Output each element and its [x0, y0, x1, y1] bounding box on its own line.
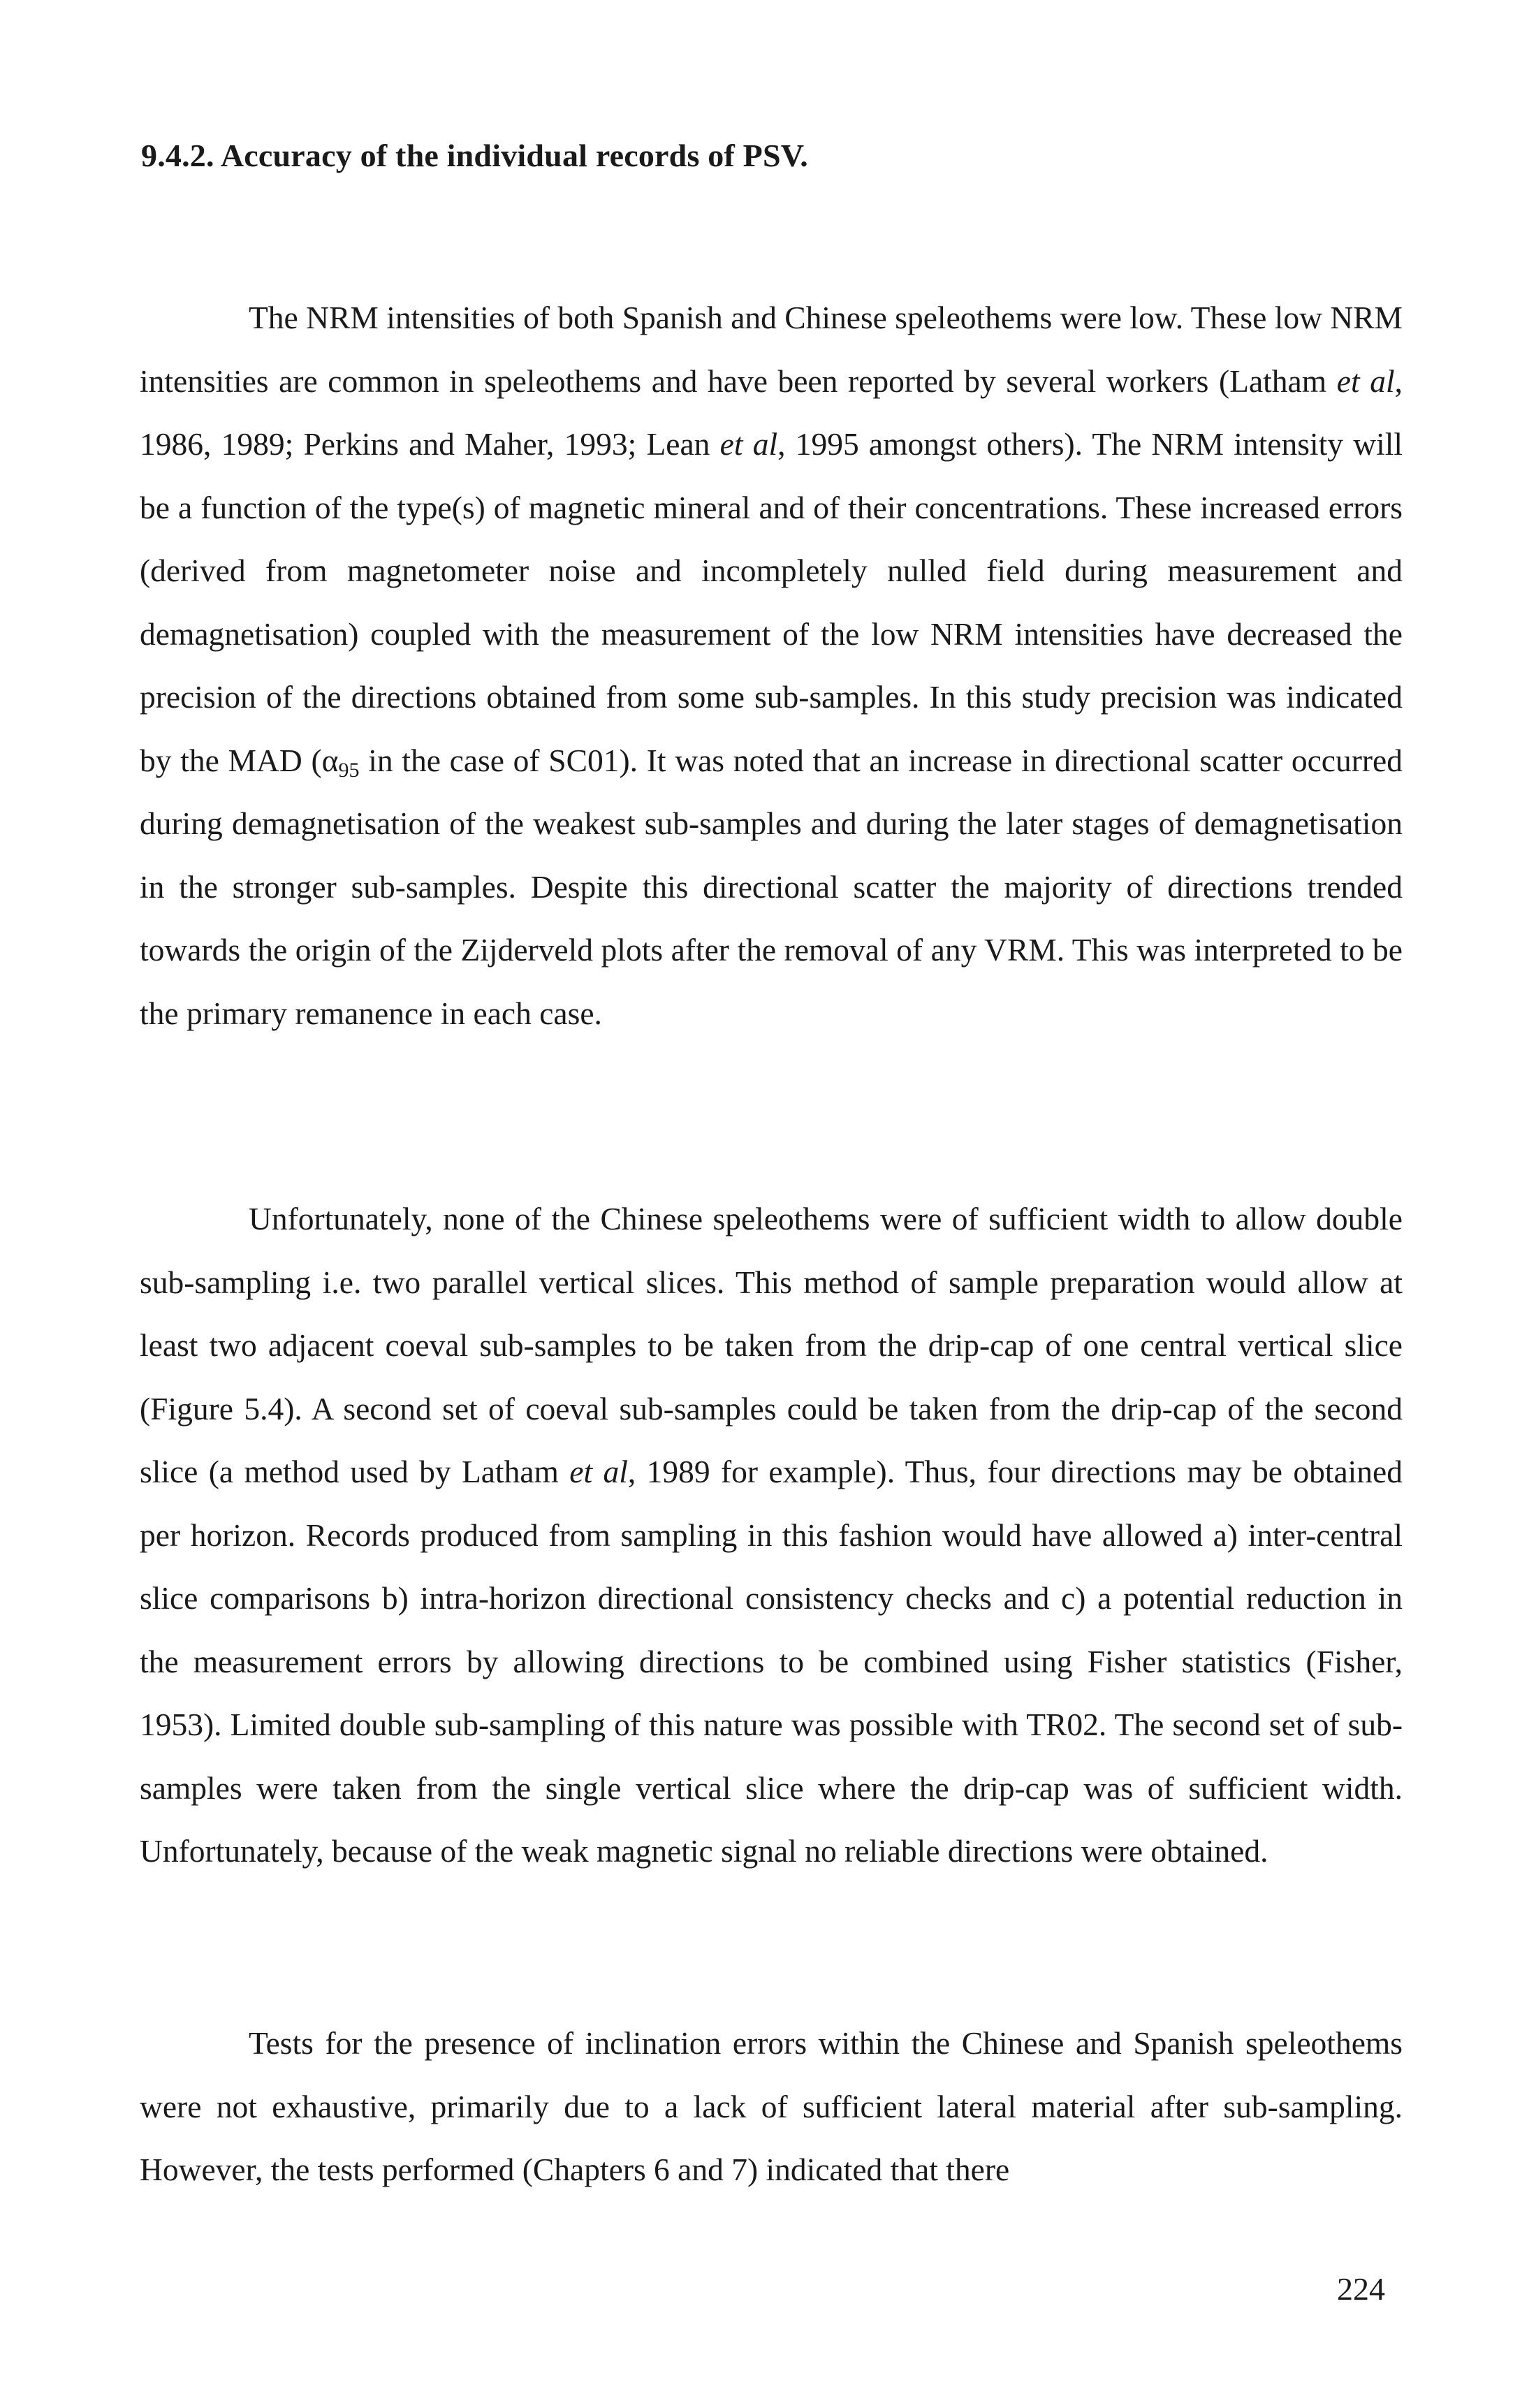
paragraph-text: , 1986, 1989; Perkins and Maher, 1993; Lean [140, 363, 1403, 462]
paragraph-text: , 1989 for example). Thus, four directions may be obtained per horizon. Records produced from sampling in this fashion would have allowed a) inter-central slice comparisons b) intra-horizon directional consistency checks and c) a potential reduction in the measurement errors by allowing directions to be combined using Fisher statistics (Fisher, 1953). Limited double sub-sampling of this nature was possible with TR02. The second set of sub-samples were taken from the single vertical slice where the drip-cap was of sufficient width. Unfortunately, because of the weak magnetic signal no reliable directions were obtained. [140, 1454, 1403, 1869]
paragraph-text: Unfortunately, none of the Chinese speleothems were of sufficient width to allow double sub-sampling i.e. two parallel vertical slices. This method of sample preparation would allow at least two adjacent coeval sub-samples to be taken from the drip-cap of one central vertical slice (Figure 5.4). A second set of coeval sub-samples could be taken from the drip-cap of the second slice (a method used by Latham [140, 1201, 1403, 1489]
et-al-italic: et al [569, 1454, 628, 1489]
alpha-symbol: α [321, 742, 339, 778]
paragraph-text: Tests for the presence of inclination errors within the Chinese and Spanish speleothems were not exhaustive, primarily due to a lack of sufficient lateral material after sub-sampling. However, the tests performed (Chapters 6 and 7) indicated that there [140, 2025, 1403, 2187]
et-al-italic: et al [719, 426, 778, 462]
paragraph-inclination-errors [140, 2012, 1403, 2202]
page-number: 224 [1337, 2271, 1385, 2307]
section-heading: 9.4.2. Accuracy of the individual records of PSV. [141, 138, 808, 173]
alpha-subscript: 95 [338, 758, 360, 782]
paragraph-sub-sampling [140, 1188, 1403, 1883]
et-al-italic: et al [1336, 363, 1395, 399]
paragraph-nrm-intensities [140, 286, 1403, 1045]
paragraph-text: , 1995 amongst others). The NRM intensity will be a function of the type(s) of magnetic mineral and of their concentrations. These increased errors (derived from magnetometer noise and incompletely nulled field during measurement and demagnetisation) coupled with the measurement of the low NRM intensities have decreased the precision of the directions obtained from some sub-samples. In this study precision was indicated by the MAD ( [140, 426, 1403, 778]
paragraph-text: in the case of SC01). It was noted that an increase in directional scatter occurred during demagnetisation of the weakest sub-samples and during the later stages of demagnetisation in the stronger sub-samples. Despite this directional scatter the majority of directions trended towards the origin of the Zijderveld plots after the removal of any VRM. This was interpreted to be the primary remanence in each case. [140, 742, 1403, 1031]
paragraph-text: The NRM intensities of both Spanish and Chinese speleothems were low. These low NRM intensities are common in speleothems and have been reported by several workers (Latham [140, 300, 1403, 399]
